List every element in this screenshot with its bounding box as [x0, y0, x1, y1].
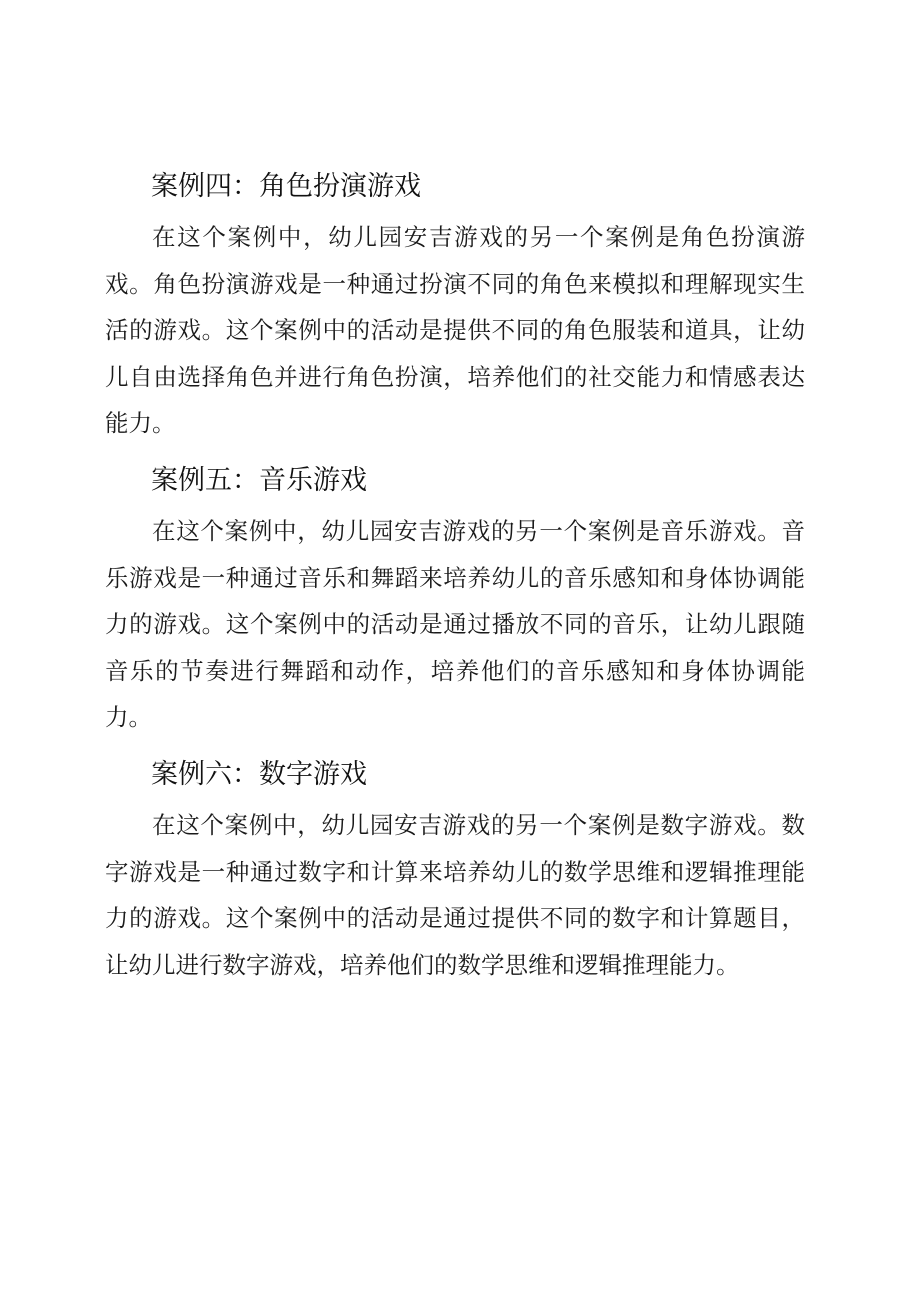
- case-heading-4: 案例四：角色扮演游戏: [151, 171, 421, 202]
- case-section-5: [105, 464, 805, 741]
- case-paragraph-5: 在这个案例中，幼儿园安吉游戏的另一个案例是音乐游戏。音乐游戏是一种通过音乐和舞蹈来培养幼儿的音乐感知和身体协调能力的游戏。这个案例中的活动是通过播放不同的音乐，让幼儿跟随音乐的节奏进行舞蹈和动作，培养他们的音乐感知和身体协调能力。: [105, 517, 805, 731]
- case-paragraph-4: 在这个案例中，幼儿园安吉游戏的另一个案例是角色扮演游戏。角色扮演游戏是一种通过扮演不同的角色来模拟和理解现实生活的游戏。这个案例中的活动是提供不同的角色服装和道具，让幼儿自由选择角色并进行角色扮演，培养他们的社交能力和情感表达能力。: [105, 223, 805, 437]
- case-heading-5: 案例五：音乐游戏: [151, 465, 367, 496]
- case-section-6: [105, 758, 805, 988]
- case-paragraph-6: 在这个案例中，幼儿园安吉游戏的另一个案例是数字游戏。数字游戏是一种通过数字和计算来培养幼儿的数学思维和逻辑推理能力的游戏。这个案例中的活动是通过提供不同的数字和计算题目，让幼儿进行数字游戏，培养他们的数学思维和逻辑推理能力。: [105, 811, 805, 979]
- case-section-4: [105, 170, 805, 447]
- case-heading-6: 案例六：数字游戏: [151, 759, 367, 790]
